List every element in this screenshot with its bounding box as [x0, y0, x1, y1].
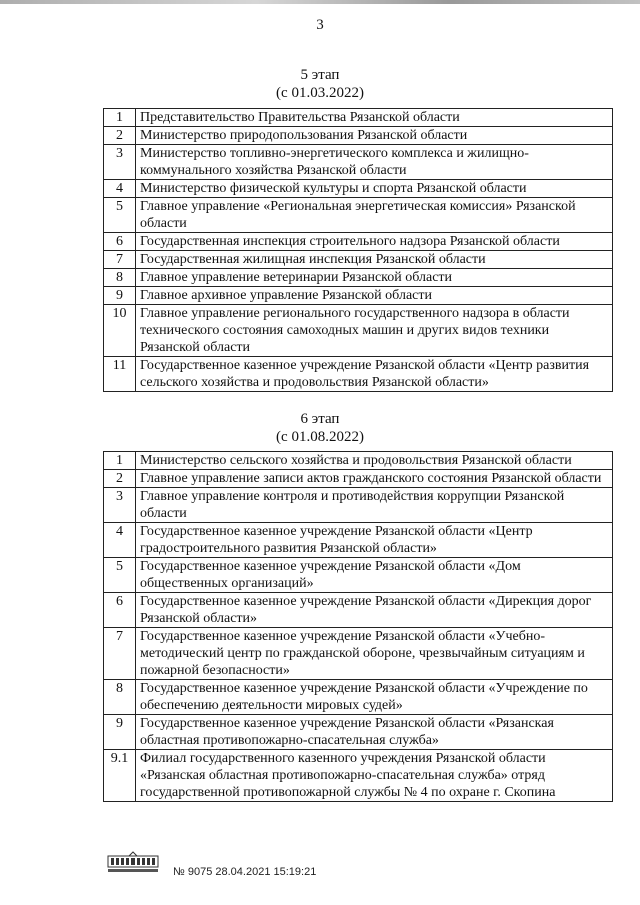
row-number: 4	[104, 180, 136, 198]
organization-name: Государственная жилищная инспекция Рязанской области	[136, 251, 613, 269]
row-number: 8	[104, 269, 136, 287]
row-number: 9	[104, 715, 136, 750]
row-number: 11	[104, 357, 136, 392]
table-row	[104, 715, 613, 750]
organization-name: Главное управление контроля и противодействия коррупции Рязанской области	[136, 488, 613, 523]
stage5-date: (с 01.03.2022)	[276, 85, 364, 101]
organization-name: Министерство сельского хозяйства и продовольствия Рязанской области	[136, 452, 613, 470]
row-number: 1	[104, 109, 136, 127]
table-row	[104, 628, 613, 680]
row-number: 7	[104, 628, 136, 680]
organization-name: Главное управление «Региональная энергетическая комиссия» Рязанской области	[136, 198, 613, 233]
table-row	[104, 593, 613, 628]
row-number: 5	[104, 198, 136, 233]
organization-name: Государственное казенное учреждение Рязанской области «Центр градостроительного развития Рязанской области»	[136, 523, 613, 558]
table-row	[104, 109, 613, 127]
table-row	[104, 305, 613, 357]
organization-name: Главное управление ветеринарии Рязанской области	[136, 269, 613, 287]
row-number: 8	[104, 680, 136, 715]
stage6-date: (с 01.08.2022)	[276, 429, 364, 445]
organization-name: Государственное казенное учреждение Рязанской области «Центр развития сельского хозяйства и продовольствия Рязанской области»	[136, 357, 613, 392]
row-number: 3	[104, 488, 136, 523]
table-row	[104, 470, 613, 488]
table-row	[104, 287, 613, 305]
scan-top-edge	[0, 0, 640, 4]
organization-name: Главное управление записи актов гражданского состояния Рязанской области	[136, 470, 613, 488]
organization-name: Государственное казенное учреждение Рязанской области «Учреждение по обеспечению деятельности мировых судей»	[136, 680, 613, 715]
document-registration-number: № 9075 28.04.2021 15:19:21	[173, 866, 317, 878]
row-number: 10	[104, 305, 136, 357]
row-number: 5	[104, 558, 136, 593]
row-number: 2	[104, 127, 136, 145]
table-row	[104, 145, 613, 180]
row-number: 3	[104, 145, 136, 180]
stage5-title: 5 этап	[300, 67, 340, 83]
table-row	[104, 251, 613, 269]
organization-name: Представительство Правительства Рязанской области	[136, 109, 613, 127]
row-number: 2	[104, 470, 136, 488]
table-row	[104, 180, 613, 198]
table-row	[104, 523, 613, 558]
table-row	[104, 488, 613, 523]
table-row	[104, 680, 613, 715]
row-number: 4	[104, 523, 136, 558]
organization-name: Главное архивное управление Рязанской области	[136, 287, 613, 305]
stage6-table	[103, 451, 613, 802]
row-number: 6	[104, 593, 136, 628]
organization-name: Министерство физической культуры и спорта Рязанской области	[136, 180, 613, 198]
table-row	[104, 233, 613, 251]
row-number: 9	[104, 287, 136, 305]
organization-name: Министерство топливно-энергетического комплекса и жилищно-коммунального хозяйства Рязанской области	[136, 145, 613, 180]
table-row	[104, 198, 613, 233]
table-row	[104, 269, 613, 287]
row-number: 7	[104, 251, 136, 269]
table-row	[104, 452, 613, 470]
organization-name: Государственная инспекция строительного надзора Рязанской области	[136, 233, 613, 251]
organization-name: Государственное казенное учреждение Рязанской области «Дирекция дорог Рязанской области»	[136, 593, 613, 628]
organization-name: Государственное казенное учреждение Рязанской области «Дом общественных организаций»	[136, 558, 613, 593]
organization-name: Государственное казенное учреждение Рязанской области «Учебно-методический центр по гражданской обороне, чрезвычайным ситуациям и пожарной безопасности»	[136, 628, 613, 680]
row-number: 6	[104, 233, 136, 251]
table-row	[104, 357, 613, 392]
row-number: 9.1	[104, 750, 136, 802]
organization-name: Государственное казенное учреждение Рязанской области «Рязанская областная противопожарно-спасательная служба»	[136, 715, 613, 750]
organization-name: Министерство природопользования Рязанской области	[136, 127, 613, 145]
stage6-title: 6 этап	[300, 411, 340, 427]
row-number: 1	[104, 452, 136, 470]
table-row	[104, 750, 613, 802]
stage5-table	[103, 108, 613, 392]
page-number: 3	[316, 17, 324, 33]
table-row	[104, 558, 613, 593]
table-row	[104, 127, 613, 145]
organization-name: Филиал государственного казенного учреждения Рязанской области «Рязанская областная противопожарно-спасательная служба» отряд государственной противопожарной службы № 4 по охране г. Скопина	[136, 750, 613, 802]
government-emblem-icon	[107, 851, 159, 873]
organization-name: Главное управление регионального государственного надзора в области технического состояния самоходных машин и других видов техники Рязанской области	[136, 305, 613, 357]
